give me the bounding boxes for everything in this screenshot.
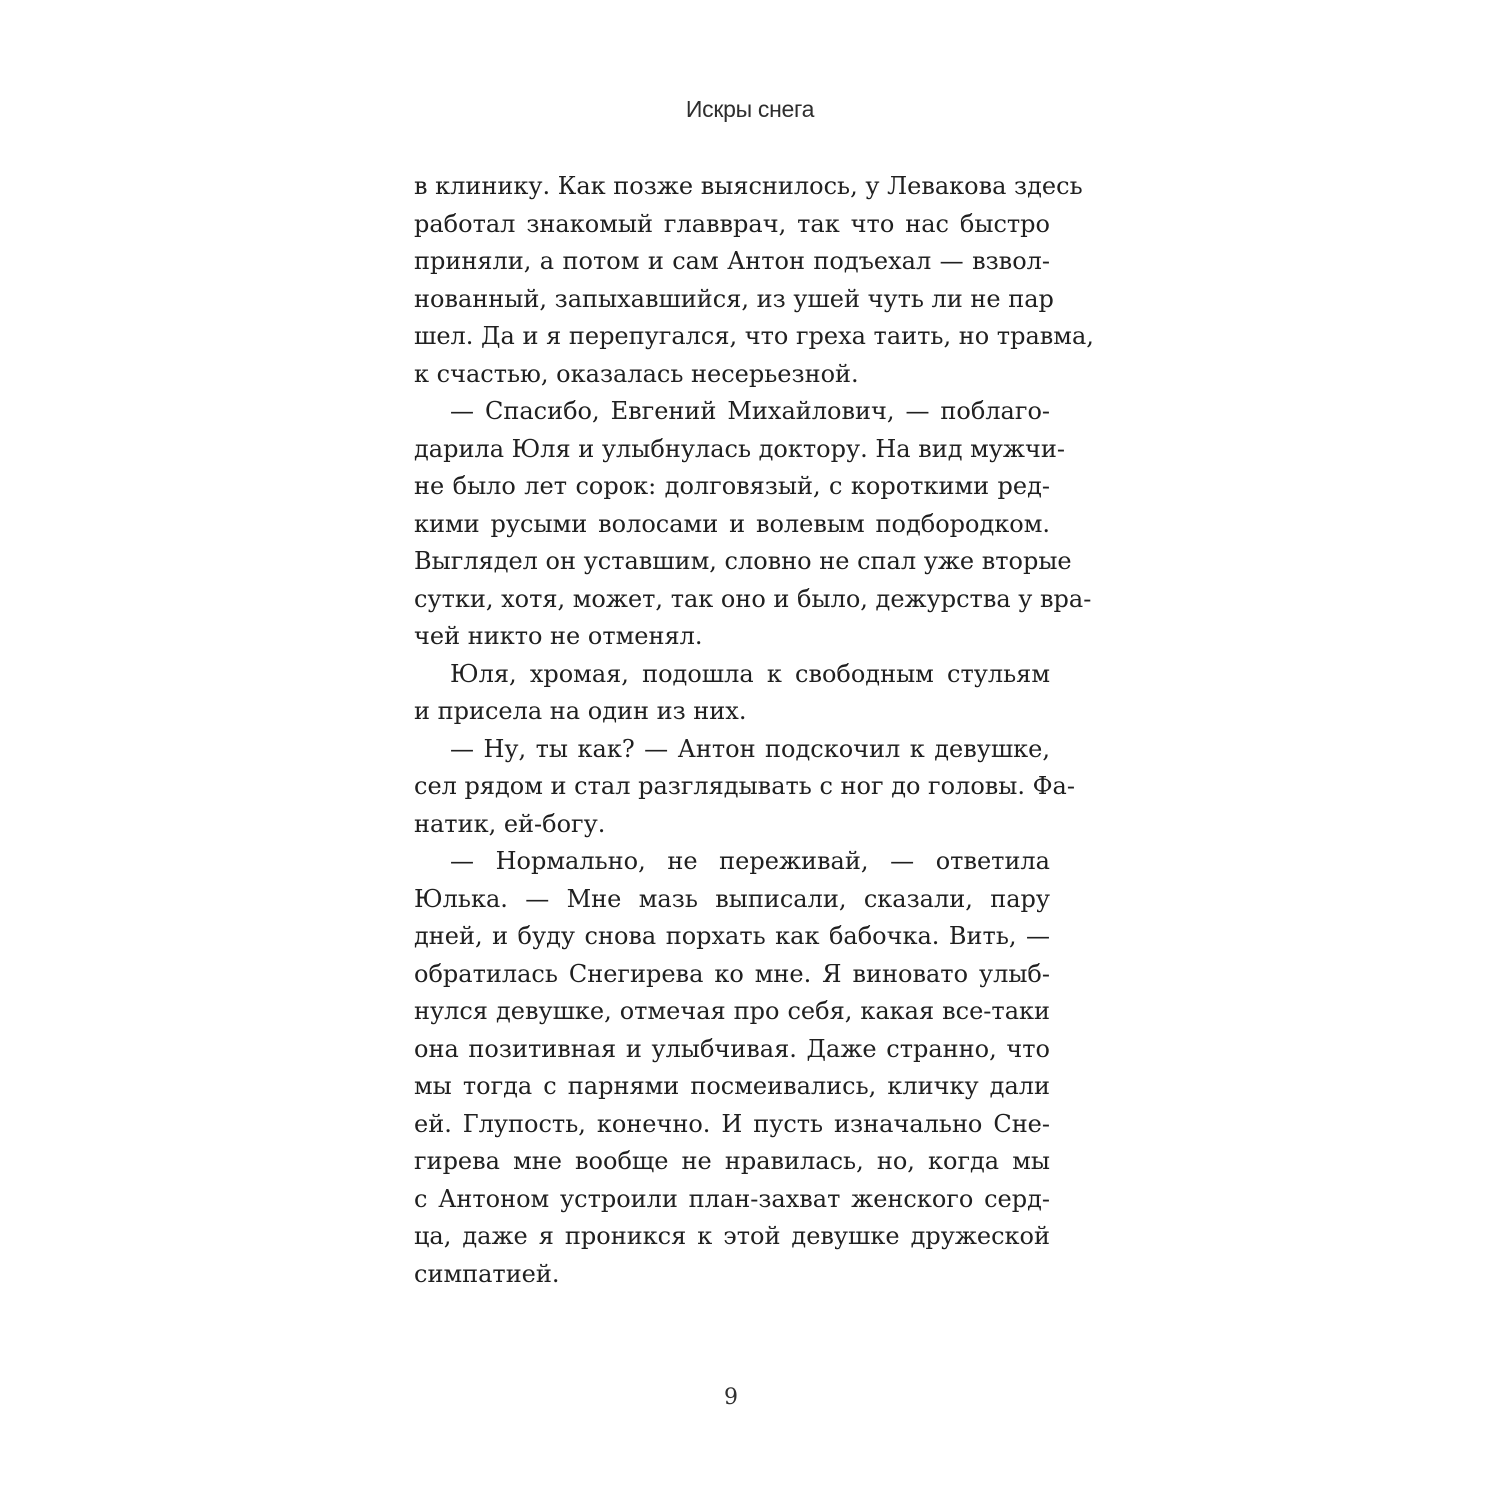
text-line: она позитивная и улыбчивая. Даже странно, что — [414, 1034, 1050, 1063]
text-line: нулся девушке, отмечая про себя, какая все-таки — [414, 997, 1050, 1025]
text-line: — Нормально, не переживай, — ответила — [450, 847, 1050, 875]
text-line: дней, и буду снова порхать как бабочка. Вить, — — [414, 922, 1050, 950]
text-line: работал знакомый главврач, так что нас быстро — [414, 209, 1050, 238]
text-line: и присела на один из них. — [414, 697, 747, 725]
text-line: гирева мне вообще не нравилась, но, когда мы — [414, 1147, 1050, 1175]
text-line: — Спасибо, Евгений Михайлович, — поблаго- — [450, 397, 1050, 425]
text-line: ей. Глупость, конечно. И пусть изначально Сне- — [414, 1109, 1050, 1138]
text-line: нованный, запыхавшийся, из ушей чуть ли не пар — [414, 284, 1054, 313]
text-line: Юля, хромая, подошла к свободным стульям — [450, 659, 1050, 688]
text-line: сутки, хотя, может, так оно и было, дежурства у вра- — [414, 584, 1092, 613]
running-head: Искры снега — [685, 96, 815, 122]
page-number: 9 — [724, 1385, 738, 1410]
text-line: к счастью, оказалась несерьезной. — [414, 359, 859, 388]
text-line: в клинику. Как позже выяснилось, у Левакова здесь — [414, 172, 1083, 200]
text-line: — Ну, ты как? — Антон подскочил к девушке, — [450, 734, 1050, 763]
text-line: мы тогда с парнями посмеивались, кличку дали — [414, 1072, 1050, 1100]
text-line: сел рядом и стал разглядывать с ног до головы. Фа- — [414, 772, 1075, 800]
text-line: обратилась Снегирева ко мне. Я виновато улыб- — [414, 959, 1050, 988]
text-line: Выглядел он уставшим, словно не спал уже вторые — [414, 547, 1072, 575]
text-line: дарила Юля и улыбнулась доктору. На вид мужчи- — [414, 434, 1065, 463]
text-line: не было лет сорок: долговязый, с короткими ред- — [414, 472, 1050, 500]
text-line: шел. Да и я перепугался, что греха таить, но травма, — [414, 322, 1094, 350]
text-line: кими русыми волосами и волевым подбородком. — [414, 509, 1050, 538]
text-line: с Антоном устроили план-захват женского серд- — [414, 1184, 1050, 1213]
text-line: приняли, а потом и сам Антон подъехал — взвол- — [414, 247, 1050, 275]
text-line: чей никто не отменял. — [414, 622, 703, 650]
text-line: симпатией. — [414, 1259, 560, 1288]
text-line: Юлька. — Мне мазь выписали, сказали, пару — [414, 884, 1050, 913]
text-line: ца, даже я проникся к этой девушке дружеской — [414, 1222, 1050, 1250]
body-text — [414, 168, 1094, 1293]
text-line: натик, ей-богу. — [414, 809, 606, 838]
